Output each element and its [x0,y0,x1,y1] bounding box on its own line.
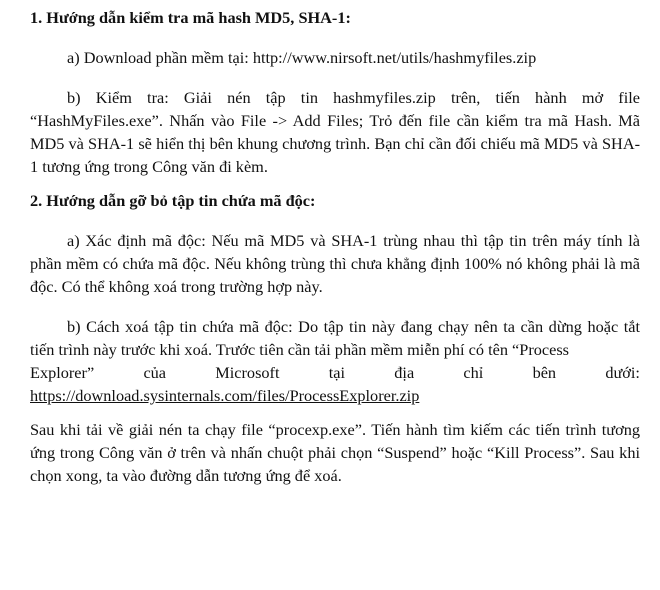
document-page [30,6,640,487]
spread-word: của [143,363,167,382]
spread-word: tại [328,363,346,382]
spread-word: địa [394,363,415,382]
section-2-heading: 2. Hướng dẫn gỡ bỏ tập tin chứa mã độc: [30,191,316,210]
spread-word: chỉ [463,363,484,382]
section-2-after-paragraph: Sau khi tải về giải nén ta chạy file “procexp.exe”. Tiến hành tìm kiếm các tiến trình tương ứng trong Công văn ở trên và nhấn chuột phải chọn “Suspend” hoặc “Kill Process”. Sau khi chọn xong, ta vào đường dẫn tương ứng để xoá. [30,420,640,485]
section-2-item-a: a) Xác định mã độc: Nếu mã MD5 và SHA-1 trùng nhau thì tập tin trên máy tính là phần mềm có chứa mã độc. Nếu không trùng thì chưa khẳng định 100% nó không phải là mã độc. Có thể không xoá trong trường hợp này. [30,231,640,296]
section-2-item-b-intro: b) Cách xoá tập tin chứa mã độc: Do tập tin này đang chạy nên ta cần dừng hoặc tắt tiến trình này trước khi xoá. Trước tiên cần tải phần mềm miễn phí có tên “Process [30,317,640,359]
section-1-item-b: b) Kiểm tra: Giải nén tập tin hashmyfiles.zip trên, tiến hành mở file “HashMyFiles.exe”. Nhấn vào File -> Add Files; Trỏ đến file cần kiểm tra mã Hash. Mã MD5 và SHA-1 sẽ hiển thị bên khung chương trình. Bạn chỉ cần đối chiếu mã MD5 và SHA-1 tương ứng trong Công văn đi kèm. [30,88,640,176]
section-2-item-b [30,315,640,407]
section-1-heading: 1. Hướng dẫn kiểm tra mã hash MD5, SHA-1: [30,8,351,27]
spread-word: Explorer” [30,363,95,382]
spread-word: Microsoft [215,363,280,382]
spread-word: bên [532,363,557,382]
spread-word: dưới: [605,363,640,382]
section-2-item-b-spread-line [30,361,640,384]
section-2-item-b-link-line [30,384,640,407]
processexplorer-download-link[interactable]: https://download.sysinternals.com/files/ProcessExplorer.zip [30,386,420,405]
section-1-item-a: a) Download phần mềm tại: http://www.nirsoft.net/utils/hashmyfiles.zip [67,48,537,67]
